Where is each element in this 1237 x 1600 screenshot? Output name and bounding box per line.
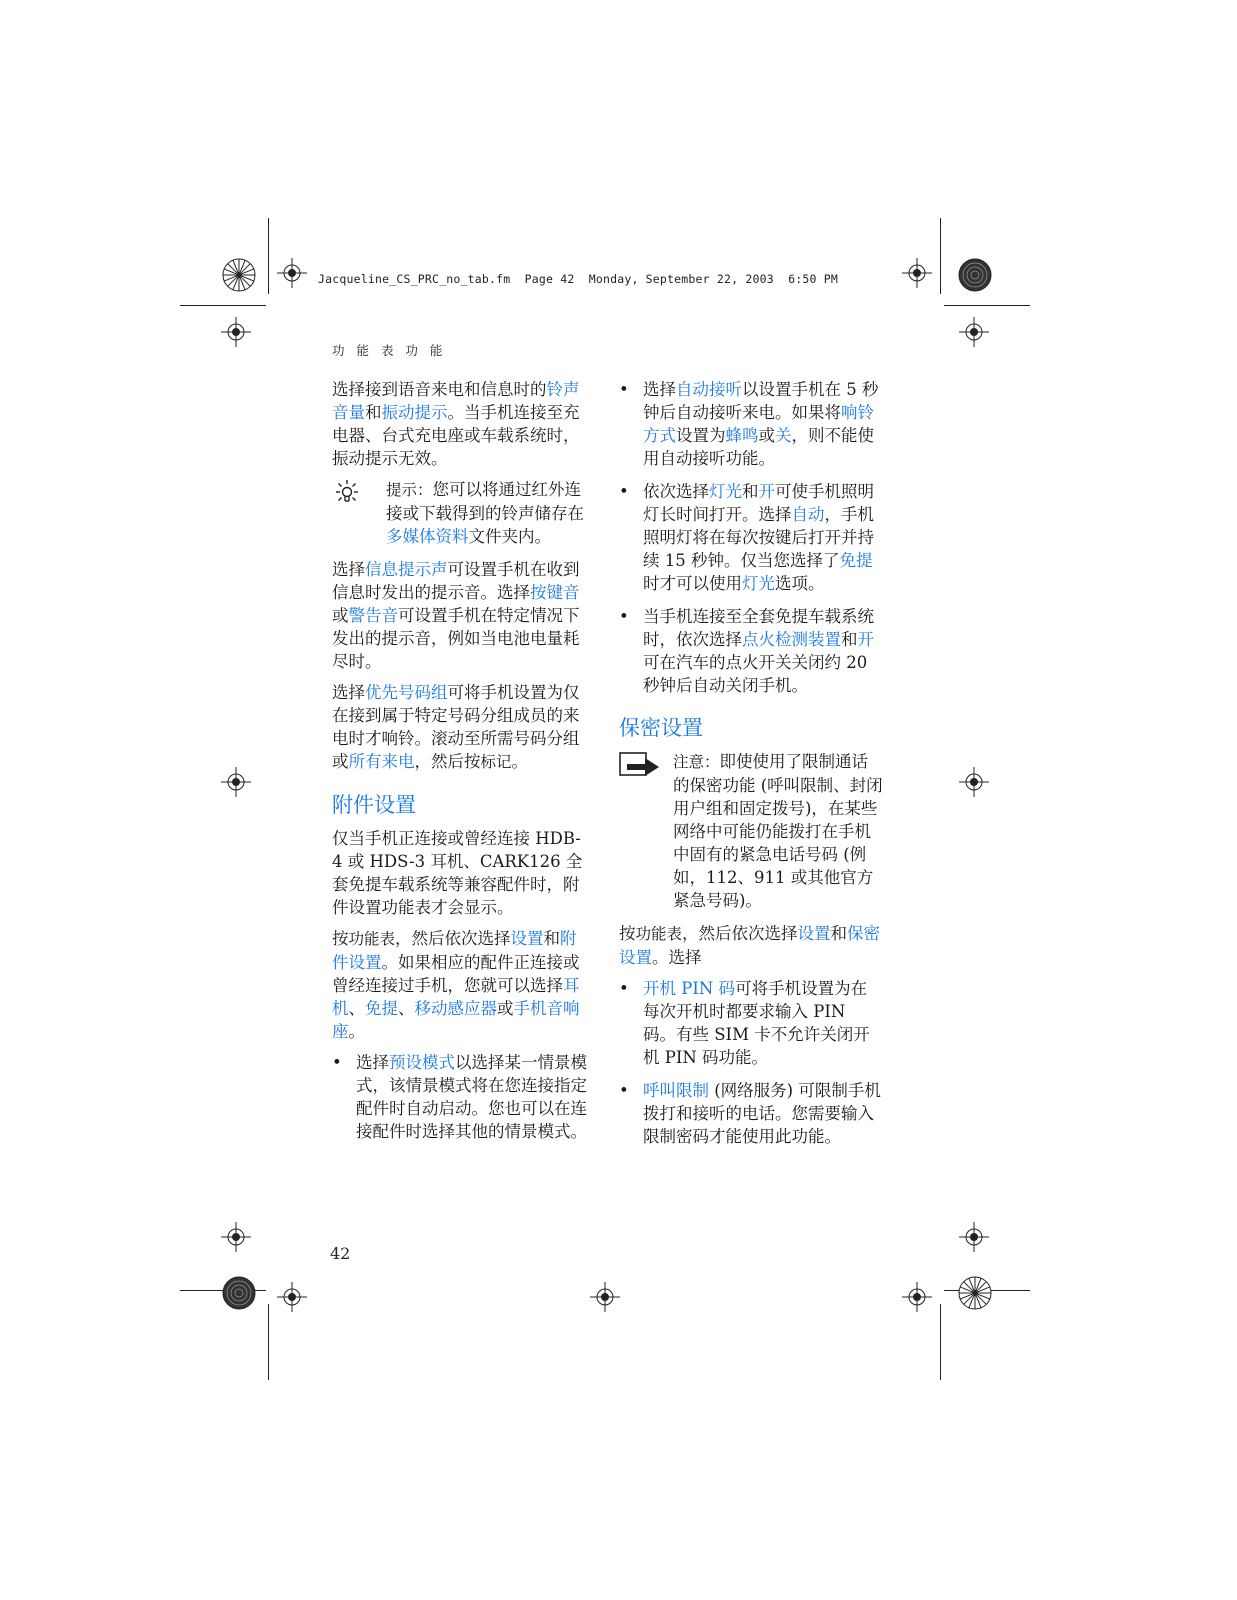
link-settings: 设置: [510, 929, 544, 948]
file-stamp: Jacqueline_CS_PRC_no_tab.fm Page 42 Monday, September 22, 2003 6:50 PM: [318, 272, 839, 286]
link-ignition-detector: 点火检测装置: [742, 630, 841, 649]
crosshair-icon: [590, 1282, 620, 1312]
crosshair-icon: [277, 258, 307, 288]
link-accessory-settings: 附件设置: [332, 929, 577, 972]
registration-sunburst-icon: [958, 258, 992, 292]
registration-sunburst-icon: [958, 1276, 992, 1310]
left-column: [332, 378, 590, 1153]
link-all-calls: 所有来电: [348, 752, 415, 771]
link-lights: 灯光: [709, 482, 742, 501]
softkey-menu-2: 功能表: [635, 925, 683, 943]
link-automatic-answer: 自动接听: [676, 380, 742, 399]
crosshair-icon: [902, 258, 932, 288]
paragraph-ringtone-volume: 选择接到语音来电和信息时的铃声音量和振动提示。当手机连接至充电器、台式充电座或车载系统时，振动提示无效。: [332, 380, 580, 468]
softkey-menu: 功能表: [348, 930, 396, 948]
list-item-call-barring: • 呼叫限制 (网络服务) 可限制手机拨打和接听的电话。您需要输入限制密码才能使用此功能。: [619, 1081, 881, 1146]
link-security-settings: 保密设置: [619, 924, 881, 967]
crop-line: [944, 305, 1030, 306]
link-call-barring: 呼叫限制: [643, 1081, 709, 1100]
list-item-auto-answer: • 选择自动接听以设置手机在 5 秒钟后自动接听来电。如果将响铃方式设置为蜂鸣或关，则不能使用自动接听功能。: [619, 380, 879, 468]
crosshair-icon: [221, 317, 251, 347]
tip-label: 提示：: [386, 481, 433, 499]
link-vibration-alert: 振动提示: [381, 403, 448, 422]
link-lights-2: 灯光: [742, 574, 775, 593]
crosshair-icon: [959, 1222, 989, 1252]
link-off: 关: [775, 426, 792, 445]
link-music-stand: 手机音响座: [332, 999, 580, 1041]
link-priority-groups: 优先号码组: [365, 683, 448, 702]
paragraph-security-menu: 按功能表，然后依次选择设置和保密设置。选择: [619, 924, 881, 967]
paragraph-caller-groups: 选择优先号码组可将手机设置为仅在接到属于特定号码分组成员的来电时才响铃。滚动至所需号码分组或所有来电，然后按标记。: [332, 683, 580, 771]
bullet-marker: •: [619, 380, 629, 399]
crosshair-icon: [221, 1222, 251, 1252]
link-default-profile: 预设模式: [389, 1053, 455, 1072]
bullet-marker: •: [619, 607, 629, 626]
list-item-default-profile: • 选择预设模式以选择某一情景模式，该情景模式将在您连接指定配件时自动启动。您也可以在连接配件时选择其他的情景模式。: [332, 1053, 587, 1141]
crosshair-icon: [959, 767, 989, 797]
link-handsfree: 免提: [365, 999, 398, 1018]
bullet-marker: •: [619, 1081, 629, 1100]
paragraph-message-tones: 选择信息提示声可设置手机在收到信息时发出的提示音。选择按键音或警告音可设置手机在特定情况下发出的提示音，例如当电池电量耗尽时。: [332, 560, 580, 671]
note-callout: 注意：即使使用了限制通话的保密功能 (呼叫限制、封闭用户组和固定拨号)，在某些网络中可能仍能拨打在手机中固有的紧急电话号码 (例如，112、911 或其他官方紧急号码)。: [619, 750, 883, 912]
crop-line: [940, 1304, 941, 1380]
link-keypad-tones: 按键音: [530, 583, 580, 602]
note-label: 注意：: [673, 753, 720, 771]
note-pointer-icon: [619, 750, 663, 780]
crop-line: [268, 1304, 269, 1380]
tip-callout: 提示：您可以将通过红外连接或下载得到的铃声储存在多媒体资料文件夹内。: [332, 478, 590, 548]
bullet-marker: •: [619, 979, 629, 998]
paragraph-accessory-intro: 仅当手机正连接或曾经连接 HDB-4 或 HDS-3 耳机、CARK126 全套免提车载系统等兼容配件时，附件设置功能表才会显示。: [332, 829, 583, 917]
bullet-marker: •: [332, 1053, 342, 1072]
section-title-accessory-settings: 附件设置: [332, 793, 416, 817]
crosshair-icon: [277, 1282, 307, 1312]
list-item-ignition-detector: • 当手机连接至全套免提车载系统时，依次选择点火检测装置和开可在汽车的点火开关关闭约 20 秒钟后自动关闭手机。: [619, 607, 874, 695]
link-pin-code-request: 开机 PIN 码: [643, 979, 736, 998]
registration-sunburst-icon: [222, 258, 256, 292]
softkey-mark: 标记: [480, 753, 512, 771]
list-item-pin-request: • 开机 PIN 码可将手机设置为在每次开机时都要求输入 PIN 码。有些 SIM 卡不允许关闭开机 PIN 码功能。: [619, 979, 870, 1067]
link-beep: 蜂鸣: [725, 426, 759, 445]
link-on: 开: [758, 482, 775, 501]
link-ring-volume: 铃声音量: [332, 380, 580, 422]
crosshair-icon: [959, 317, 989, 347]
link-message-alert-tone: 信息提示声: [365, 560, 448, 579]
link-motion-sensor: 移动感应器: [414, 999, 497, 1018]
crop-line: [180, 305, 266, 306]
right-column: [619, 378, 883, 1158]
bullet-marker: •: [619, 482, 629, 501]
crop-line: [268, 218, 269, 294]
crosshair-icon: [221, 767, 251, 797]
link-handsfree-2: 免提: [839, 551, 873, 570]
paragraph-accessory-menu: 按功能表，然后依次选择设置和附件设置。如果相应的配件正连接或曾经连接过手机，您就可以选择耳机、免提、移动感应器或手机音响座。: [332, 929, 580, 1041]
page-number: 42: [330, 1244, 351, 1263]
running-head: 功 能 表 功 能: [332, 343, 447, 358]
registration-sunburst-icon: [222, 1276, 256, 1310]
link-ringing-type: 响铃方式: [643, 403, 874, 445]
link-automatic: 自动: [791, 505, 825, 524]
link-on-2: 开: [857, 630, 874, 649]
link-media-gallery: 多媒体资料: [386, 527, 469, 546]
link-settings-2: 设置: [797, 924, 831, 943]
crop-line: [940, 218, 941, 294]
section-title-security-settings: 保密设置: [619, 716, 703, 740]
crosshair-icon: [902, 1282, 932, 1312]
list-item-lights: • 依次选择灯光和开可使手机照明灯长时间打开。选择自动，手机照明灯将在每次按键后打开并持续 15 秒钟。仅当您选择了免提时才可以使用灯光选项。: [619, 482, 874, 593]
link-headset: 耳机: [332, 976, 580, 1018]
lightbulb-icon: [332, 478, 362, 508]
link-warning-tones: 警告音: [348, 606, 398, 625]
